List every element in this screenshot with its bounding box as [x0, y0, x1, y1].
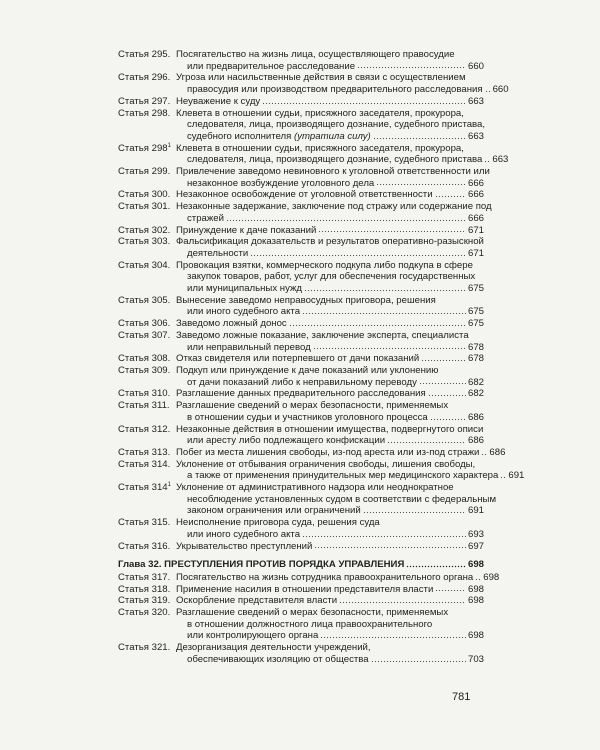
toc-entry[interactable]: [118, 571, 500, 584]
page-ref: 666: [467, 177, 484, 189]
leader-dots: [302, 535, 466, 538]
chapter-title: Глава 32. ПРЕСТУПЛЕНИЯ ПРОТИВ ПОРЯДКА УПРАВЛЕНИЯ: [118, 559, 405, 571]
article-no: 296.: [151, 72, 171, 84]
page-ref: 675: [467, 306, 484, 318]
page-ref: 693: [467, 528, 484, 540]
leader-dots: [363, 511, 466, 514]
article-label: Статья: [118, 259, 149, 271]
article-number: [118, 541, 176, 553]
article-no: 315.: [151, 517, 171, 529]
title-line: Угроза или насильственные действия в связи с осуществлением: [176, 72, 466, 84]
toc-entry[interactable]: [118, 142, 509, 166]
page-ref: 675: [467, 318, 484, 330]
article-no: 306.: [151, 318, 171, 330]
article-title: [176, 584, 484, 596]
title-line: законом ограничения или ограничений: [187, 505, 361, 517]
article-title: [176, 607, 484, 642]
article-label: Статья: [118, 423, 149, 435]
title-line: обеспечивающих изоляцию от общества: [187, 653, 369, 665]
title-line: Уклонение от отбывания ограничения свободы, лишения свободы,: [176, 458, 476, 470]
toc-entry[interactable]: [118, 517, 484, 540]
article-number: [118, 595, 176, 607]
page-ref: 663: [467, 130, 484, 142]
article-number: [118, 353, 176, 365]
page-ref: 663: [467, 95, 484, 107]
toc-entry[interactable]: [118, 166, 490, 189]
toc-entry[interactable]: [118, 400, 484, 423]
article-label: Статья: [118, 329, 149, 341]
page-ref: 698: [483, 571, 500, 583]
title-line: Уклонение от административного надзора или неоднократное: [176, 482, 454, 494]
title-line: Посягательство на жизнь сотрудника правоохранительного органа: [176, 571, 474, 583]
article-number: [118, 572, 176, 584]
title-line: деятельности: [187, 247, 249, 259]
leader-dots: [371, 660, 466, 663]
article-number: [118, 607, 176, 619]
article-label: Статья: [118, 482, 149, 494]
article-label: Статья: [118, 353, 149, 365]
leader-dots: [484, 160, 490, 163]
toc-entry[interactable]: [118, 108, 484, 143]
article-label: Статья: [118, 642, 149, 654]
title-line: Заведомо ложные показание, заключение эксперта, специалиста: [176, 329, 469, 341]
title-line: Неисполнение приговора суда, решения суда: [176, 517, 380, 529]
article-title: [176, 260, 484, 295]
article-label: Статья: [118, 607, 149, 619]
article-number: [118, 318, 176, 330]
article-title: [176, 72, 509, 96]
article-number: [118, 225, 176, 237]
article-title: [176, 189, 484, 201]
leader-dots: [304, 289, 466, 292]
article-label: Статья: [118, 400, 149, 412]
article-label: Статья: [118, 388, 149, 400]
title-line: несоблюдение установленных судом в соответствии с федеральным: [187, 493, 497, 505]
title-line: Фальсификация доказательств и результатов оперативно-разыскной: [176, 236, 484, 248]
leader-dots: [481, 453, 487, 456]
title-line: закупок товаров, работ, услуг для обеспечения государственных: [187, 271, 476, 283]
leader-dots: [419, 382, 466, 385]
title-line: Незаконное освобождение от уголовной ответственности: [176, 189, 433, 201]
article-number: [118, 201, 176, 213]
article-number: [118, 236, 176, 248]
title-line: Укрывательство преступлений: [176, 540, 313, 552]
article-title: [176, 166, 490, 189]
toc-entry[interactable]: [118, 353, 484, 365]
article-title: [176, 595, 484, 607]
article-title: [176, 517, 484, 540]
article-no: 308.: [151, 353, 171, 365]
article-no: 303.: [151, 236, 171, 248]
article-title: [176, 388, 484, 400]
leader-dots: [226, 219, 466, 222]
chapter-heading[interactable]: [118, 559, 484, 571]
toc-entry[interactable]: [118, 424, 484, 447]
leader-dots: [500, 476, 506, 479]
leader-dots: [421, 359, 466, 362]
leader-dots: [376, 183, 466, 186]
article-title: [176, 365, 484, 388]
page-ref: 675: [467, 283, 484, 295]
toc-entry[interactable]: [118, 388, 484, 400]
article-number: [118, 166, 176, 178]
article-no: 309.: [151, 364, 171, 376]
article-title: [176, 642, 484, 665]
chapter-page-number: 698: [467, 559, 484, 571]
toc-entry[interactable]: [118, 446, 506, 459]
table-of-contents: [118, 49, 525, 666]
leader-dots: [428, 394, 466, 397]
title-line: Незаконные действия в отношении имущества, подвергнутого описи: [176, 423, 484, 435]
page-ref: 660: [492, 84, 509, 96]
article-number: [118, 459, 176, 471]
page-ref: 698: [467, 595, 484, 607]
leader-dots: [318, 230, 466, 233]
article-number: [118, 424, 176, 436]
page-ref: 691: [467, 505, 484, 517]
toc-entry[interactable]: [118, 49, 484, 72]
toc-entry[interactable]: [118, 365, 484, 388]
page-ref: 686: [467, 435, 484, 447]
title-line: Побег из места лишения свободы, из-под ареста или из-под стражи: [176, 446, 480, 458]
title-line: Незаконные задержание, заключение под стражу или содержание под: [176, 201, 492, 213]
toc-entry[interactable]: [118, 72, 509, 96]
article-no: 314: [151, 482, 168, 494]
article-title: [176, 571, 500, 584]
title-line: а также от применения принудительных мер медицинского характера: [187, 470, 499, 482]
toc-entry[interactable]: [118, 607, 484, 642]
article-title: [176, 330, 484, 353]
title-line: Подкуп или принуждение к даче показаний или уклонению: [176, 364, 439, 376]
leader-dots: [262, 102, 466, 105]
article-label: Статья: [118, 201, 149, 213]
page-ref: 666: [467, 212, 484, 224]
article-no: 313.: [151, 446, 171, 458]
leader-dots: [435, 195, 466, 198]
article-superscript: 1: [167, 142, 171, 149]
title-line: Принуждение к даче показаний: [176, 224, 317, 236]
page-ref: 697: [467, 540, 484, 552]
title-line: в отношении должностного лица правоохранительного: [187, 618, 433, 630]
toc-entry[interactable]: [118, 584, 484, 596]
article-number: [118, 143, 176, 155]
title-line: или иного судебного акта: [187, 306, 301, 318]
article-label: Статья: [118, 595, 149, 607]
article-number: [118, 96, 176, 108]
article-no: 297.: [151, 95, 171, 107]
article-label: Статья: [118, 236, 149, 248]
article-label: Статья: [118, 446, 149, 458]
title-line: Разглашение сведений о мерах безопасности, применяемых: [176, 607, 449, 619]
article-no: 295.: [151, 49, 171, 60]
toc-entry[interactable]: [118, 330, 484, 353]
article-number: [118, 584, 176, 596]
article-number: [118, 482, 176, 494]
title-line: или неправильный перевод: [187, 341, 311, 353]
title-line: или аресту либо подлежащего конфискации: [187, 435, 386, 447]
page-ref: 678: [467, 341, 484, 353]
article-label: Статья: [118, 540, 149, 552]
article-number: [118, 642, 176, 654]
page-ref: 666: [467, 189, 484, 201]
article-no: 314.: [151, 458, 171, 470]
article-no: 321.: [151, 642, 171, 654]
title-line: следователя, лица, производящего дознание, судебного пристава: [187, 154, 483, 166]
article-title: [176, 482, 497, 517]
article-label: Статья: [118, 142, 149, 154]
article-no: 312.: [151, 423, 171, 435]
title-line: Дезорганизация деятельности учреждений,: [176, 642, 371, 654]
page-ref: 686: [467, 411, 484, 423]
article-label: Статья: [118, 318, 149, 330]
title-line: Разглашение сведений о мерах безопасности, применяемых: [176, 400, 449, 412]
article-label: Статья: [118, 95, 149, 107]
article-no: 304.: [151, 259, 171, 271]
page-ref: 660: [467, 60, 484, 72]
toc-entry[interactable]: [118, 541, 484, 553]
toc-entry[interactable]: [118, 189, 484, 201]
title-note: (утратила силу): [294, 130, 371, 142]
article-title: [176, 96, 484, 108]
page-ref: 678: [467, 353, 484, 365]
page-ref: 671: [467, 224, 484, 236]
article-number: [118, 189, 176, 201]
title-line: Применение насилия в отношении представителя власти: [176, 583, 434, 595]
article-title: [176, 108, 484, 143]
title-line: или муниципальных нужд: [187, 283, 302, 295]
leader-dots: [320, 636, 466, 639]
article-number: [118, 72, 176, 84]
toc-list-chapter-31: [118, 49, 525, 552]
article-number: [118, 447, 176, 459]
article-number: [118, 295, 176, 307]
leader-dots: [373, 137, 466, 140]
article-number: [118, 49, 176, 61]
article-title: [176, 201, 492, 224]
title-line: Заведомо ложный донос: [176, 318, 287, 330]
toc-list-chapter-32: [118, 571, 500, 666]
title-line: судебного исполнителя: [187, 130, 292, 142]
leader-dots: [250, 254, 466, 257]
page-ref: 691: [508, 470, 525, 482]
page-ref: 671: [467, 247, 484, 259]
article-title: [176, 142, 509, 166]
article-label: Статья: [118, 166, 149, 178]
leader-dots: [435, 589, 466, 592]
article-title: [176, 318, 484, 330]
article-title: [176, 424, 484, 447]
toc-entry[interactable]: [118, 236, 484, 259]
article-label: Статья: [118, 517, 149, 529]
title-line: Вынесение заведомо неправосудных приговора, решения: [176, 294, 436, 306]
article-title: [176, 49, 484, 72]
title-line: от дачи показаний либо к неправильному переводу: [187, 376, 417, 388]
article-number: [118, 108, 176, 120]
leader-dots: [357, 66, 466, 69]
leader-dots: [406, 565, 466, 568]
toc-entry[interactable]: [118, 295, 484, 318]
article-no: 305.: [151, 294, 171, 306]
article-label: Статья: [118, 107, 149, 119]
article-title: [176, 458, 525, 482]
article-no: 316.: [151, 540, 171, 552]
article-no: 320.: [151, 607, 171, 619]
page-ref: 703: [467, 653, 484, 665]
article-no: 319.: [151, 595, 171, 607]
leader-dots: [387, 441, 466, 444]
article-no: 310.: [151, 388, 171, 400]
title-line: Привлечение заведомо невиновного к уголовной ответственности или: [176, 166, 490, 178]
article-no: 300.: [151, 189, 171, 201]
article-number: [118, 365, 176, 377]
toc-entry[interactable]: [118, 260, 484, 295]
title-line: стражей: [187, 212, 224, 224]
article-no: 311.: [151, 400, 170, 412]
title-line: в отношении судьи и участников уголовного процесса: [187, 411, 428, 423]
toc-entry[interactable]: [118, 225, 484, 237]
page-ref: 698: [467, 630, 484, 642]
title-line: Отказ свидетеля или потерпевшего от дачи показаний: [176, 353, 420, 365]
article-label: Статья: [118, 583, 149, 595]
title-line: Клевета в отношении судьи, присяжного заседателя, прокурора,: [176, 107, 464, 119]
toc-entry[interactable]: [118, 642, 484, 665]
title-line: незаконное возбуждение уголовного дела: [187, 177, 375, 189]
article-number: [118, 330, 176, 342]
page-ref: 663: [492, 154, 509, 166]
article-label: Статья: [118, 72, 149, 84]
toc-entry[interactable]: [118, 481, 497, 517]
article-no: 301.: [151, 201, 171, 213]
article-label: Статья: [118, 571, 149, 583]
title-line: Провокация взятки, коммерческого подкупа либо подкупа в сфере: [176, 259, 473, 271]
page-ref: 682: [467, 376, 484, 388]
article-no: 307.: [151, 329, 171, 341]
leader-dots: [314, 546, 466, 549]
leader-dots: [339, 601, 466, 604]
leader-dots: [289, 324, 466, 327]
page-ref: 682: [467, 388, 484, 400]
article-number: [118, 260, 176, 272]
title-line: Оскорбление представителя власти: [176, 595, 338, 607]
article-number: [118, 388, 176, 400]
leader-dots: [313, 347, 466, 350]
title-line: или иного судебного акта: [187, 528, 301, 540]
article-no: 318.: [151, 583, 171, 595]
article-label: Статья: [118, 189, 149, 201]
article-number: [118, 517, 176, 529]
article-no: 299.: [151, 166, 171, 178]
article-title: [176, 400, 484, 423]
page-ref: 686: [489, 446, 506, 458]
article-no: 302.: [151, 224, 171, 236]
article-title: [176, 225, 484, 237]
title-line: следователя, лица, производящего дознание, судебного пристава,: [187, 119, 486, 131]
title-line: Неуважение к суду: [176, 95, 261, 107]
article-title: [176, 353, 484, 365]
article-title: [176, 541, 484, 553]
article-number: [118, 400, 176, 412]
toc-entry[interactable]: [118, 96, 484, 108]
article-label: Статья: [118, 49, 149, 60]
title-line: Клевета в отношении судьи, присяжного заседателя, прокурора,: [176, 142, 464, 154]
article-no: 298.: [151, 107, 171, 119]
toc-entry[interactable]: [118, 595, 484, 607]
article-label: Статья: [118, 224, 149, 236]
leader-dots: [430, 418, 466, 421]
title-line: или контролирующего органа: [187, 630, 319, 642]
article-no: 317.: [151, 571, 171, 583]
title-line: правосудия или производством предварительного расследования: [187, 84, 483, 96]
leader-dots: [485, 90, 491, 93]
page-ref: 698: [467, 583, 484, 595]
title-line: или предварительное расследование: [187, 60, 356, 72]
title-line: Разглашение данных предварительного расследования: [176, 388, 426, 400]
article-label: Статья: [118, 294, 149, 306]
article-title: [176, 446, 506, 459]
article-no: 298: [151, 142, 168, 154]
article-title: [176, 295, 484, 318]
toc-entry[interactable]: [118, 201, 492, 224]
article-label: Статья: [118, 364, 149, 376]
toc-entry[interactable]: [118, 318, 484, 330]
toc-entry[interactable]: [118, 458, 525, 482]
article-label: Статья: [118, 458, 149, 470]
title-line: Посягательство на жизнь лица, осуществляющего правосудие: [176, 49, 455, 60]
leader-dots: [302, 312, 466, 315]
page-number: 781: [452, 691, 471, 703]
article-title: [176, 236, 484, 259]
article-superscript: 1: [167, 481, 171, 488]
leader-dots: [475, 578, 481, 581]
